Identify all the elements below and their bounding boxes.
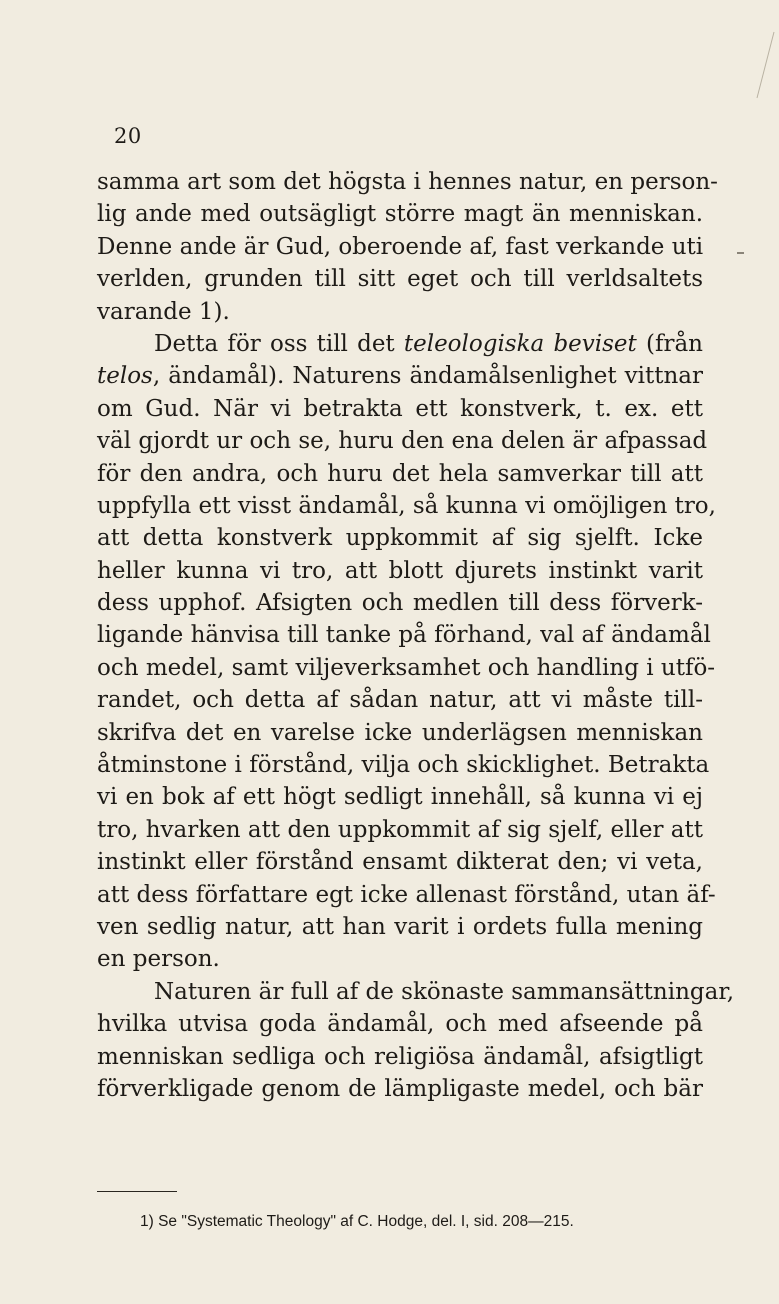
text-line: randet, och detta af sådan natur, att vi måste till- (97, 687, 703, 714)
text-line: Denne ande är Gud, oberoende af, fast verkande uti (97, 233, 704, 260)
text-line: tro, hvarken att den uppkommit af sig sjelf, eller att (97, 816, 703, 843)
text-line: åtminstone i förstånd, vilja och skicklighet. Betrakta (97, 752, 710, 779)
text-line: heller kunna vi tro, att blott djurets instinkt varit (97, 557, 703, 584)
footnote-divider (97, 1191, 177, 1192)
text-line: Naturen är full af de skönaste sammansättningar, (154, 978, 735, 1005)
text-line: ligande hänvisa till tanke på förhand, val af ändamål (97, 622, 711, 649)
text-line: om Gud. När vi betrakta ett konstverk, t. ex. ett (97, 395, 703, 422)
text-line: verlden, grunden till sitt eget och till verldsaltets (97, 266, 703, 293)
body-text (97, 166, 735, 1105)
page-number: 20 (114, 124, 142, 148)
text-line: vi en bok af ett högt sedligt innehåll, så kunna vi ej (97, 784, 703, 811)
footnote: 1) Se "Systematic Theology" af C. Hodge, del. I, sid. 208—215. (140, 1213, 574, 1230)
margin-mark (737, 252, 744, 254)
text-line: uppfylla ett visst ändamål, så kunna vi omöjligen tro, (97, 492, 716, 519)
text-line: att dess författare egt icke allenast förstånd, utan äf- (97, 881, 716, 908)
page-corner-crease (755, 30, 775, 100)
text-line: att detta konstverk uppkommit af sig sjelft. Icke (97, 525, 703, 552)
text-line: förverkligade genom de lämpligaste medel, och bär (97, 1075, 703, 1102)
text-line: hvilka utvisa goda ändamål, och med afseende på (97, 1011, 703, 1038)
text-line: Detta för oss till det teleologiska beviset (från (154, 330, 703, 357)
text-line: lig ande med outsägligt större magt än menniskan. (97, 201, 703, 228)
text-line: dess upphof. Afsigten och medlen till dess förverk- (97, 590, 703, 617)
text-line: för den andra, och huru det hela samverkar till att (97, 460, 703, 487)
text-line: skrifva det en varelse icke underlägsen menniskan (97, 719, 703, 746)
text-line: instinkt eller förstånd ensamt dikterat den; vi veta, (97, 849, 703, 876)
text-line: och medel, samt viljeverksamhet och handling i utfö- (97, 654, 716, 681)
text-line: samma art som det högsta i hennes natur, en person- (97, 169, 718, 195)
text-line: ven sedlig natur, att han varit i ordets fulla mening (97, 913, 703, 940)
text-line: varande 1). (97, 298, 230, 325)
text-line: en person. (97, 946, 220, 973)
text-line: menniskan sedliga och religiösa ändamål, afsigtligt (97, 1043, 703, 1070)
text-line: väl gjordt ur och se, huru den ena delen är afpassad (97, 428, 708, 455)
text-line: telos, ändamål). Naturens ändamålsenlighet vittnar (97, 363, 703, 390)
